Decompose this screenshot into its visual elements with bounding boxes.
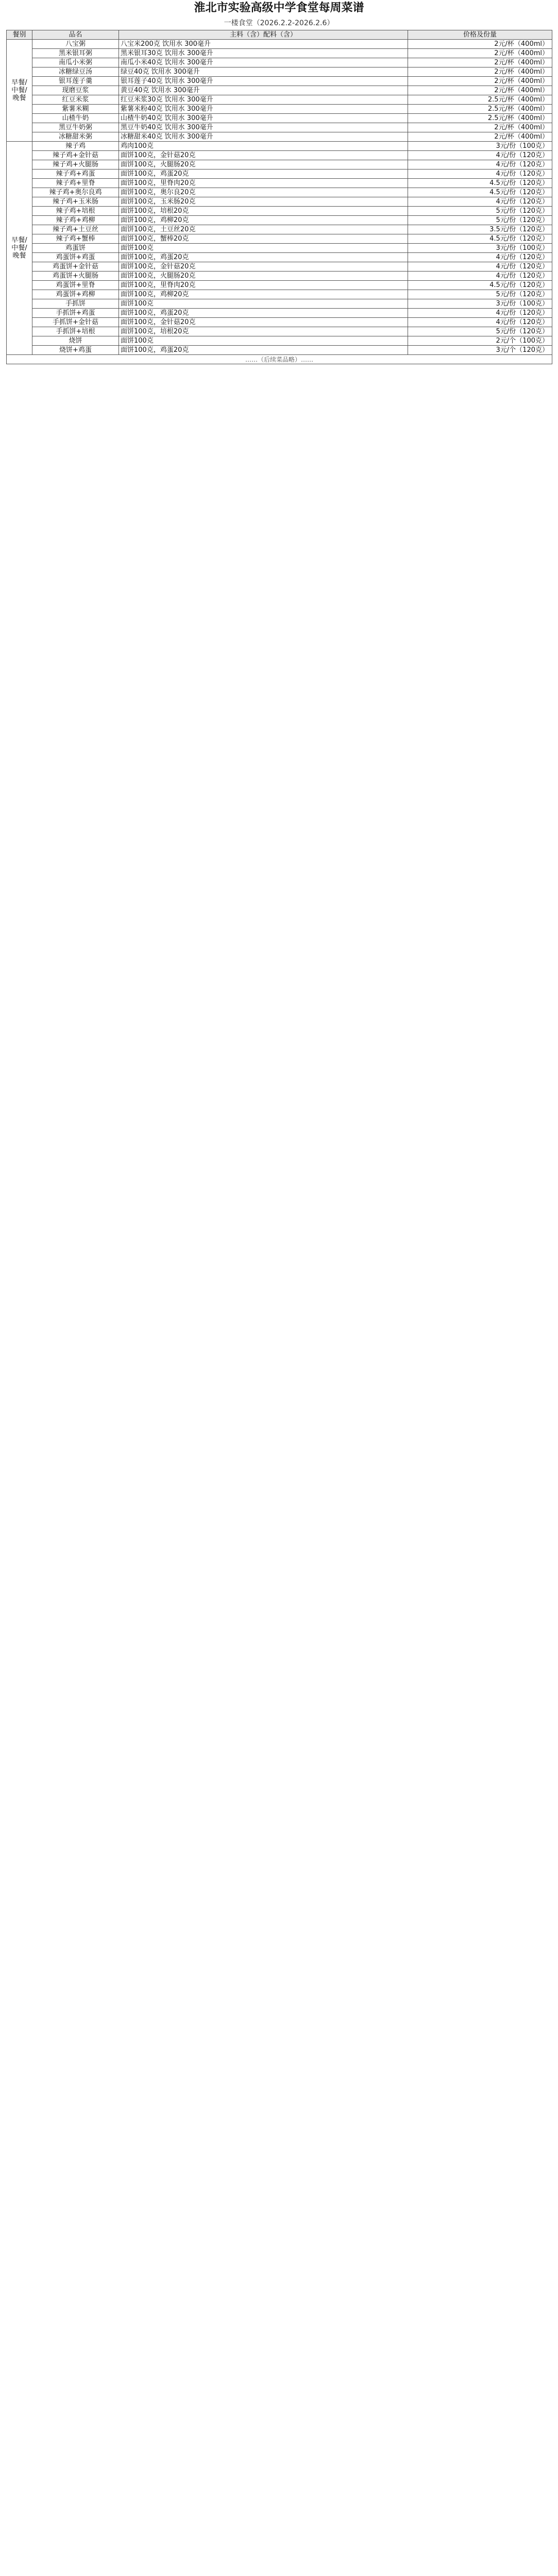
table-row: [7, 179, 552, 188]
table-row: [7, 123, 552, 132]
table-row: [7, 244, 552, 253]
ingredients-cell: 面饼100克，金针菇20克: [119, 151, 408, 160]
dish-name-cell: 辣子鸡+鸡柳: [32, 216, 119, 225]
price-cell: 4.5元/份（120克）: [408, 234, 552, 244]
column-header-ingredients: 主料（含）配料（含）: [119, 30, 408, 40]
dish-name-cell: 辣子鸡: [32, 142, 119, 151]
table-row: [7, 132, 552, 142]
table-row: [7, 262, 552, 272]
table-row: [7, 299, 552, 309]
dish-name-cell: 辣子鸡+培根: [32, 207, 119, 216]
ingredients-cell: 面饼100克，土豆丝20克: [119, 225, 408, 234]
price-cell: 3.5元/份（120克）: [408, 225, 552, 234]
table-row: [7, 207, 552, 216]
truncation-note: ……（后续菜品略）……: [7, 355, 552, 364]
price-cell: 2元/个（100克）: [408, 336, 552, 346]
table-row: [7, 114, 552, 123]
dish-name-cell: 紫薯米糊: [32, 105, 119, 114]
price-cell: 3元/份（100克）: [408, 142, 552, 151]
ingredients-cell: 面饼100克，金针菇20克: [119, 262, 408, 272]
table-row: [7, 253, 552, 262]
dish-name-cell: 辣子鸡+金针菇: [32, 151, 119, 160]
dish-name-cell: 手抓饼+鸡蛋: [32, 309, 119, 318]
dish-name-cell: 辣子鸡+鸡蛋: [32, 170, 119, 179]
table-row: [7, 86, 552, 95]
dish-name-cell: 冰糖甜米粥: [32, 132, 119, 142]
price-cell: 2元/杯（400ml）: [408, 132, 552, 142]
table-row: [7, 290, 552, 299]
table-row: [7, 309, 552, 318]
ingredients-cell: 红豆米浆30克 饮用水 300毫升: [119, 95, 408, 105]
ingredients-cell: 绿豆40克 饮用水 300毫升: [119, 67, 408, 77]
price-cell: 2.5元/杯（400ml）: [408, 95, 552, 105]
price-cell: 4.5元/份（120克）: [408, 188, 552, 197]
ingredients-cell: 冰糖甜米40克 饮用水 300毫升: [119, 132, 408, 142]
price-cell: 4元/份（120克）: [408, 253, 552, 262]
ingredients-cell: 面饼100克，金针菇20克: [119, 318, 408, 327]
table-row: [7, 95, 552, 105]
ingredients-cell: 面饼100克，鸡柳20克: [119, 216, 408, 225]
price-cell: 2.5元/杯（400ml）: [408, 105, 552, 114]
price-cell: 2元/杯（400ml）: [408, 86, 552, 95]
dish-name-cell: 辣子鸡+蟹棒: [32, 234, 119, 244]
dish-name-cell: 鸡蛋饼+金针菇: [32, 262, 119, 272]
dish-name-cell: 烧饼: [32, 336, 119, 346]
price-cell: 4.5元/份（120克）: [408, 179, 552, 188]
column-header-name: 品名: [32, 30, 119, 40]
ingredients-cell: 面饼100克，奥尔良20克: [119, 188, 408, 197]
dish-name-cell: 银耳莲子羹: [32, 77, 119, 86]
ingredients-cell: 面饼100克，玉米肠20克: [119, 197, 408, 207]
price-cell: 4元/份（120克）: [408, 170, 552, 179]
price-cell: 4.5元/份（120克）: [408, 281, 552, 290]
dish-name-cell: 鸡蛋饼: [32, 244, 119, 253]
price-cell: 5元/份（120克）: [408, 216, 552, 225]
dish-name-cell: 辣子鸡+奥尔良鸡: [32, 188, 119, 197]
price-cell: 5元/份（120克）: [408, 327, 552, 336]
table-row: [7, 188, 552, 197]
dish-name-cell: 黑豆牛奶粥: [32, 123, 119, 132]
meal-category-cell: 早餐/中餐/晚餐: [7, 40, 32, 142]
table-row: [7, 272, 552, 281]
table-row: [7, 281, 552, 290]
price-cell: 4元/份（120克）: [408, 160, 552, 170]
dish-name-cell: 冰糖绿豆汤: [32, 67, 119, 77]
price-cell: 3元/份（100克）: [408, 299, 552, 309]
price-cell: 4元/份（120克）: [408, 309, 552, 318]
dish-name-cell: 现磨豆浆: [32, 86, 119, 95]
truncation-row: [7, 355, 552, 364]
table-header-row: [7, 30, 552, 40]
price-cell: 2元/杯（400ml）: [408, 67, 552, 77]
column-header-meal: 餐别: [7, 30, 32, 40]
price-cell: 4元/份（120克）: [408, 197, 552, 207]
price-cell: 3元/份（100克）: [408, 244, 552, 253]
dish-name-cell: 鸡蛋饼+鸡柳: [32, 290, 119, 299]
dish-name-cell: 辣子鸡+土豆丝: [32, 225, 119, 234]
page-title: 淮北市实验高级中学食堂每周菜谱: [194, 2, 364, 14]
table-row: [7, 58, 552, 67]
table-row: [7, 49, 552, 58]
table-row: [7, 336, 552, 346]
ingredients-cell: 面饼100克，火腿肠20克: [119, 160, 408, 170]
table-row: [7, 197, 552, 207]
dish-name-cell: 手抓饼+金针菇: [32, 318, 119, 327]
dish-name-cell: 八宝粥: [32, 40, 119, 49]
price-cell: 4元/份（120克）: [408, 151, 552, 160]
table-row: [7, 234, 552, 244]
dish-name-cell: 鸡蛋饼+里脊: [32, 281, 119, 290]
table-row: [7, 216, 552, 225]
ingredients-cell: 面饼100克，鸡柳20克: [119, 290, 408, 299]
table-row: [7, 327, 552, 336]
ingredients-cell: 面饼100克，培根20克: [119, 327, 408, 336]
ingredients-cell: 面饼100克，鸡蛋20克: [119, 253, 408, 262]
table-row: [7, 142, 552, 151]
table-row: [7, 225, 552, 234]
price-cell: 4元/份（120克）: [408, 318, 552, 327]
dish-name-cell: 烧饼+鸡蛋: [32, 346, 119, 355]
ingredients-cell: 面饼100克: [119, 244, 408, 253]
ingredients-cell: 面饼100克，鸡蛋20克: [119, 309, 408, 318]
dish-name-cell: 辣子鸡+里脊: [32, 179, 119, 188]
dish-name-cell: 黑米银耳粥: [32, 49, 119, 58]
dish-name-cell: 辣子鸡+火腿肠: [32, 160, 119, 170]
price-cell: 2元/杯（400ml）: [408, 58, 552, 67]
ingredients-cell: 面饼100克，火腿肠20克: [119, 272, 408, 281]
ingredients-cell: 面饼100克: [119, 336, 408, 346]
table-row: [7, 105, 552, 114]
dish-name-cell: 辣子鸡+玉米肠: [32, 197, 119, 207]
price-cell: 5元/份（120克）: [408, 290, 552, 299]
menu-table: [6, 30, 552, 364]
menu-table-body: [7, 40, 552, 364]
ingredients-cell: 面饼100克，培根20克: [119, 207, 408, 216]
dish-name-cell: 鸡蛋饼+火腿肠: [32, 272, 119, 281]
price-cell: 2元/杯（400ml）: [408, 77, 552, 86]
column-header-price: 价格及份量: [408, 30, 552, 40]
dish-name-cell: 南瓜小米粥: [32, 58, 119, 67]
table-row: [7, 346, 552, 355]
ingredients-cell: 南瓜小米40克 饮用水 300毫升: [119, 58, 408, 67]
ingredients-cell: 面饼100克，里脊肉20克: [119, 281, 408, 290]
table-row: [7, 40, 552, 49]
price-cell: 2元/杯（400ml）: [408, 40, 552, 49]
ingredients-cell: 八宝米200克 饮用水 300毫升: [119, 40, 408, 49]
ingredients-cell: 黑豆牛奶40克 饮用水 300毫升: [119, 123, 408, 132]
table-row: [7, 170, 552, 179]
table-row: [7, 318, 552, 327]
ingredients-cell: 山楂牛奶40克 饮用水 300毫升: [119, 114, 408, 123]
price-cell: 4元/份（120克）: [408, 262, 552, 272]
ingredients-cell: 鸡肉100克: [119, 142, 408, 151]
price-cell: 3元/个（120克）: [408, 346, 552, 355]
ingredients-cell: 面饼100克，蟹棒20克: [119, 234, 408, 244]
table-row: [7, 151, 552, 160]
ingredients-cell: 银耳莲子40克 饮用水 300毫升: [119, 77, 408, 86]
price-cell: 2.5元/杯（400ml）: [408, 114, 552, 123]
ingredients-cell: 面饼100克，鸡蛋20克: [119, 346, 408, 355]
meal-category-cell: 早餐/中餐/晚餐: [7, 142, 32, 355]
ingredients-cell: 黑米银耳30克 饮用水 300毫升: [119, 49, 408, 58]
page-subtitle: 一楼食堂（2026.2.2-2026.2.6）: [224, 19, 334, 27]
price-cell: 2元/杯（400ml）: [408, 123, 552, 132]
ingredients-cell: 黄豆40克 饮用水 300毫升: [119, 86, 408, 95]
price-cell: 4元/份（120克）: [408, 272, 552, 281]
ingredients-cell: 面饼100克，里脊肉20克: [119, 179, 408, 188]
dish-name-cell: 红豆米浆: [32, 95, 119, 105]
dish-name-cell: 山楂牛奶: [32, 114, 119, 123]
ingredients-cell: 面饼100克: [119, 299, 408, 309]
dish-name-cell: 手抓饼: [32, 299, 119, 309]
table-row: [7, 77, 552, 86]
ingredients-cell: 面饼100克，鸡蛋20克: [119, 170, 408, 179]
dish-name-cell: 手抓饼+培根: [32, 327, 119, 336]
dish-name-cell: 鸡蛋饼+鸡蛋: [32, 253, 119, 262]
price-cell: 2元/杯（400ml）: [408, 49, 552, 58]
price-cell: 5元/份（120克）: [408, 207, 552, 216]
table-row: [7, 67, 552, 77]
table-row: [7, 160, 552, 170]
ingredients-cell: 紫薯米粉40克 饮用水 300毫升: [119, 105, 408, 114]
